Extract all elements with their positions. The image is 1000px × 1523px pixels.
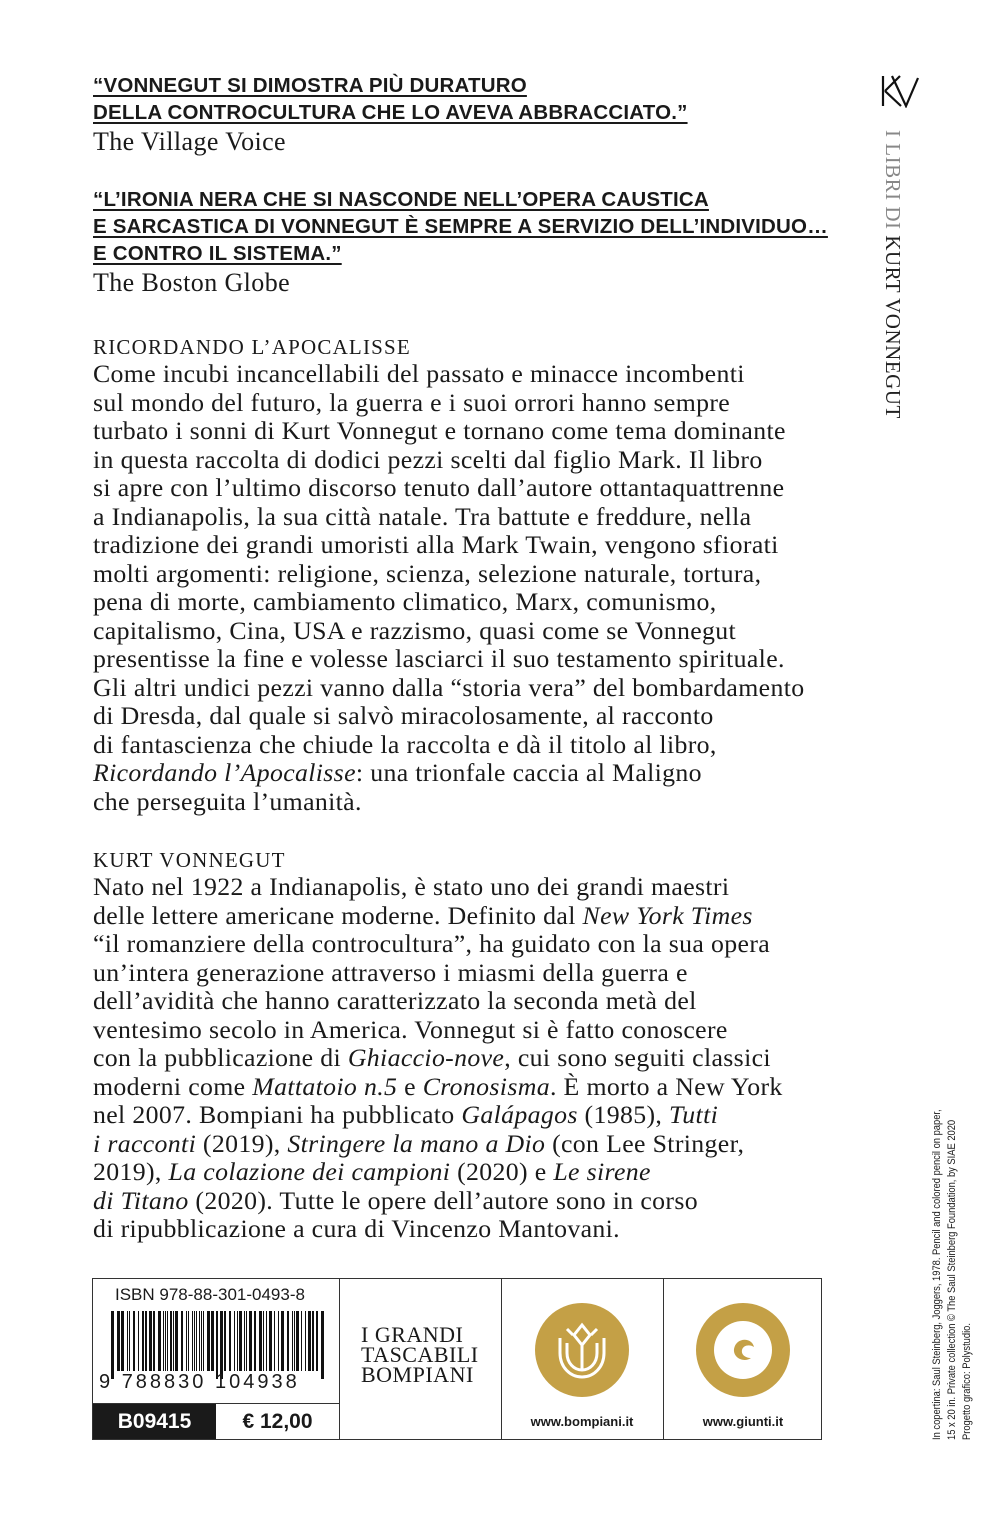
text-segment: di ripubblicazione a cura di Vincenzo Mantovani.: [93, 1214, 620, 1243]
barcode-bar: [259, 1311, 262, 1371]
text-segment: molti argomenti: religione, scienza, selezione naturale, tortura,: [93, 558, 762, 588]
text-segment: pena di morte, cambiamento climatico, Marx, comunismo,: [93, 587, 717, 616]
barcode-bar: [201, 1311, 202, 1371]
text-segment: (2019),: [196, 1128, 288, 1158]
author-bio: [93, 873, 783, 1244]
text-line: [93, 417, 804, 446]
barcode-bar: [142, 1311, 144, 1371]
text-segment: , cui sono seguiti classici: [504, 1043, 771, 1072]
barcode-bar: [194, 1311, 195, 1371]
barcode-bar: [239, 1311, 242, 1371]
barcode-bar: [111, 1311, 114, 1379]
giunti-logo-icon: [696, 1303, 790, 1397]
barcode-bar: [199, 1311, 200, 1371]
text-segment: e: [397, 1071, 423, 1101]
text-line: [93, 1101, 783, 1130]
italic-title: di Titano: [93, 1185, 189, 1215]
barcode-bar: [133, 1311, 135, 1371]
barcode-bar: [278, 1311, 279, 1371]
text-segment: Gli altri undici pezzi vanno dalla “storia vera” del bombardamento: [93, 672, 805, 702]
barcode-bar: [237, 1311, 238, 1371]
text-line: [93, 1187, 783, 1216]
text-segment: (con Lee Stringer,: [545, 1128, 745, 1158]
barcode-bar: [121, 1311, 124, 1371]
barcode-cell: [93, 1279, 340, 1439]
barcode-digit: 788830: [121, 1371, 207, 1393]
text-segment: con la pubblicazione di: [93, 1043, 348, 1072]
italic-title: Tutti: [669, 1100, 719, 1129]
text-segment: Nato nel 1922 a Indianapolis, è stato uno dei grandi maestri: [93, 872, 730, 901]
barcode-bar: [170, 1311, 172, 1371]
text-segment: dell’avidità che hanno caratterizzato la seconda metà del: [93, 986, 697, 1015]
barcode-bar: [254, 1311, 256, 1371]
text-line: [93, 1073, 783, 1102]
text-line: [93, 987, 783, 1016]
bompiani-cell: [501, 1279, 664, 1439]
barcode-bar: [321, 1311, 324, 1379]
text-segment: “il romanziere della controcultura”, ha guidato con la sua opera: [93, 929, 771, 958]
quote-line: E CONTRO IL SISTEMA.”: [93, 242, 342, 265]
text-line: [93, 930, 783, 959]
barcode-bar: [145, 1311, 147, 1371]
text-line: [93, 531, 804, 560]
series-logo: [361, 1322, 479, 1387]
text-segment: . È morto a New York: [549, 1071, 783, 1101]
credit-line: 15 x 20 in. Private collection © The Saul Steinberg Foundation, by SIAE 2020: [946, 1119, 958, 1440]
text-line: [93, 959, 783, 988]
text-segment: (2020) e: [450, 1157, 554, 1186]
series-line: TASCABILI: [361, 1342, 479, 1367]
barcode-bar: [127, 1311, 128, 1371]
barcode-bar: [203, 1311, 204, 1371]
text-line: [93, 474, 804, 503]
barcode-bar: [192, 1311, 193, 1371]
text-segment: delle lettere americane moderne. Definito dal: [93, 900, 583, 930]
text-line: [93, 617, 804, 646]
text-line: [93, 731, 804, 760]
barcode-bar: [188, 1311, 189, 1371]
text-line: [93, 1044, 783, 1073]
text-line: [93, 360, 804, 389]
barcode-bar: [312, 1311, 314, 1371]
barcode-bar: [274, 1311, 275, 1371]
italic-title: Le sirene: [553, 1157, 651, 1186]
barcode-bar: [175, 1311, 178, 1371]
isbn-text: ISBN 978-88-301-0493-8: [115, 1285, 305, 1304]
price: € 12,00: [242, 1409, 313, 1433]
barcode-box: [92, 1278, 822, 1440]
italic-title: Galápagos: [461, 1100, 578, 1129]
barcode-bar: [244, 1311, 245, 1371]
text-segment: presentisse la fine e volesse lasciarci il suo testamento spirituale.: [93, 644, 785, 673]
spine-prefix: I LIBRI DI: [881, 130, 905, 236]
barcode-bar: [167, 1311, 168, 1371]
cover-credits: [930, 1109, 975, 1440]
barcode-bar: [229, 1311, 231, 1371]
bompiani-link[interactable]: www.bompiani.it: [530, 1414, 634, 1429]
barcode-bar: [138, 1311, 139, 1371]
quote-source: The Village Voice: [93, 127, 286, 156]
barcode-bar: [207, 1311, 210, 1371]
text-line: [93, 759, 804, 788]
italic-title: Stringere la mano a Dio: [287, 1128, 546, 1158]
barcode-bar: [308, 1311, 311, 1371]
text-line: [93, 1130, 783, 1159]
series-line: I GRANDI: [361, 1322, 464, 1347]
text-line: [93, 1215, 783, 1244]
credit-line: Progetto grafico: Polystudio.: [961, 1323, 973, 1440]
barcode-bar: [249, 1311, 252, 1371]
barcode-bar: [153, 1311, 155, 1371]
italic-title: La colazione dei campioni: [168, 1157, 451, 1186]
barcode-bar: [220, 1311, 223, 1379]
text-segment: turbato i sonni di Kurt Vonnegut e tornano come tema dominante: [93, 416, 786, 445]
quote-source: The Boston Globe: [93, 268, 291, 297]
kv-logo: [880, 74, 920, 118]
quote-line: “L’IRONIA NERA CHE SI NASCONDE NELL’OPERA CAUSTICA: [93, 188, 709, 211]
synopsis-text: [93, 360, 804, 816]
text-segment: a Indianapolis, la sua città natale. Tra battute e freddure, nella: [93, 501, 752, 531]
italic-title: i racconti: [93, 1128, 197, 1158]
barcode-bar: [129, 1311, 130, 1371]
quote-line: “VONNEGUT SI DIMOSTRA PIÙ DURATURO: [93, 74, 527, 97]
giunti-link[interactable]: www.giunti.it: [702, 1414, 784, 1429]
barcode-digits: [99, 1371, 300, 1394]
barcode-bar: [158, 1311, 161, 1371]
barcode-bar: [287, 1311, 289, 1371]
text-segment: in questa raccolta di dodici pezzi scelti dal figlio Mark. Il libro: [93, 444, 763, 474]
author-heading: KURT VONNEGUT: [93, 848, 286, 872]
barcode-bar: [234, 1311, 235, 1371]
credit-line: In copertina: Saul Steinberg, Joggers, 1978. Pencil and colored pencil on paper,: [931, 1109, 943, 1440]
series-cell: [339, 1279, 502, 1439]
text-line: [93, 902, 783, 931]
quote-2: [93, 186, 828, 267]
barcode-bar: [216, 1311, 218, 1379]
text-line: [93, 1016, 783, 1045]
text-segment: un’intera generazione attraverso i miasmi della guerra e: [93, 957, 688, 987]
text-segment: sul mondo del futuro, la guerra e i suoi orrori hanno sempre: [93, 387, 731, 417]
text-segment: di fantascienza che chiude la raccolta e dà il titolo al libro,: [93, 729, 717, 759]
text-line: [93, 560, 804, 589]
text-segment: tradizione dei grandi umoristi alla Mark Twain, vengono sfiorati: [93, 530, 779, 559]
italic-title: Ricordando l’Apocalisse: [93, 758, 356, 787]
barcode-bar: [263, 1311, 264, 1371]
text-line: [93, 702, 804, 731]
giunti-cell: [663, 1279, 823, 1439]
barcode-bar: [246, 1311, 247, 1371]
spine-series-title: [880, 130, 905, 419]
text-segment: ventesimo secolo in America. Vonnegut si è fatto conoscere: [93, 1014, 728, 1044]
text-line: [93, 788, 804, 817]
text-line: [93, 389, 804, 418]
quote-1: [93, 72, 688, 126]
text-line: [93, 503, 804, 532]
barcode-bar: [196, 1311, 197, 1371]
barcode-digit: 9: [99, 1371, 114, 1393]
barcode-digit: 104938: [215, 1371, 300, 1393]
text-segment: (1985),: [577, 1100, 670, 1129]
barcode-bar: [211, 1311, 214, 1371]
text-segment: che perseguita l’umanità.: [93, 786, 362, 816]
italic-title: Ghiaccio-nove: [347, 1043, 505, 1072]
text-segment: si apre con l’ultimo discorso tenuto dall’autore ottantaquattrenne: [93, 473, 785, 502]
barcode-bar: [181, 1311, 183, 1371]
text-line: [93, 674, 804, 703]
product-code: B09415: [93, 1404, 216, 1439]
barcode-bar: [117, 1311, 120, 1371]
quote-line: DELLA CONTROCULTURA CHE LO AVEVA ABBRACCIATO.”: [93, 101, 688, 124]
barcode-bar: [305, 1311, 306, 1371]
italic-title: New York Times: [582, 900, 753, 930]
barcode-bar: [281, 1311, 284, 1371]
text-line: [93, 873, 783, 902]
barcode-bar: [292, 1311, 293, 1371]
text-segment: : una trionfale caccia al Maligno: [355, 758, 702, 787]
barcode-bar: [301, 1311, 302, 1371]
barcode-bar: [165, 1311, 166, 1371]
text-segment: moderni come: [93, 1071, 253, 1101]
barcode-bar: [186, 1311, 187, 1371]
barcode-bar: [296, 1311, 299, 1371]
text-segment: Come incubi incancellabili del passato e minacce incombenti: [93, 359, 745, 388]
text-segment: (2020). Tutte le opere dell’autore sono in corso: [188, 1185, 698, 1215]
barcode-bar: [269, 1311, 272, 1371]
barcode-bar: [316, 1311, 318, 1371]
quote-line: E SARCASTICA DI VONNEGUT È SEMPRE A SERVIZIO DELL’INDIVIDUO…: [93, 215, 828, 238]
text-line: [93, 1158, 783, 1187]
barcode: [111, 1311, 326, 1379]
barcode-bar: [163, 1311, 164, 1371]
barcode-bar: [173, 1311, 174, 1371]
text-line: [93, 446, 804, 475]
series-line: BOMPIANI: [361, 1362, 474, 1387]
italic-title: Mattatoio n.5: [252, 1071, 398, 1101]
spine-author: KURT VONNEGUT: [881, 235, 905, 419]
text-segment: capitalismo, Cina, USA e razzismo, quasi come se Vonnegut: [93, 615, 737, 645]
text-segment: nel 2007. Bompiani ha pubblicato: [93, 1100, 462, 1129]
text-segment: 2019),: [93, 1157, 169, 1186]
barcode-bar: [294, 1311, 295, 1371]
barcode-bar: [224, 1311, 226, 1371]
synopsis-heading: RICORDANDO L’APOCALISSE: [93, 335, 411, 359]
barcode-bar: [149, 1311, 152, 1371]
text-line: [93, 645, 804, 674]
barcode-bar: [266, 1311, 267, 1371]
bompiani-logo-icon: [535, 1303, 629, 1397]
italic-title: Cronosisma: [422, 1071, 550, 1101]
text-segment: di Dresda, dal quale si salvò miracolosamente, al racconto: [93, 701, 714, 730]
text-line: [93, 588, 804, 617]
